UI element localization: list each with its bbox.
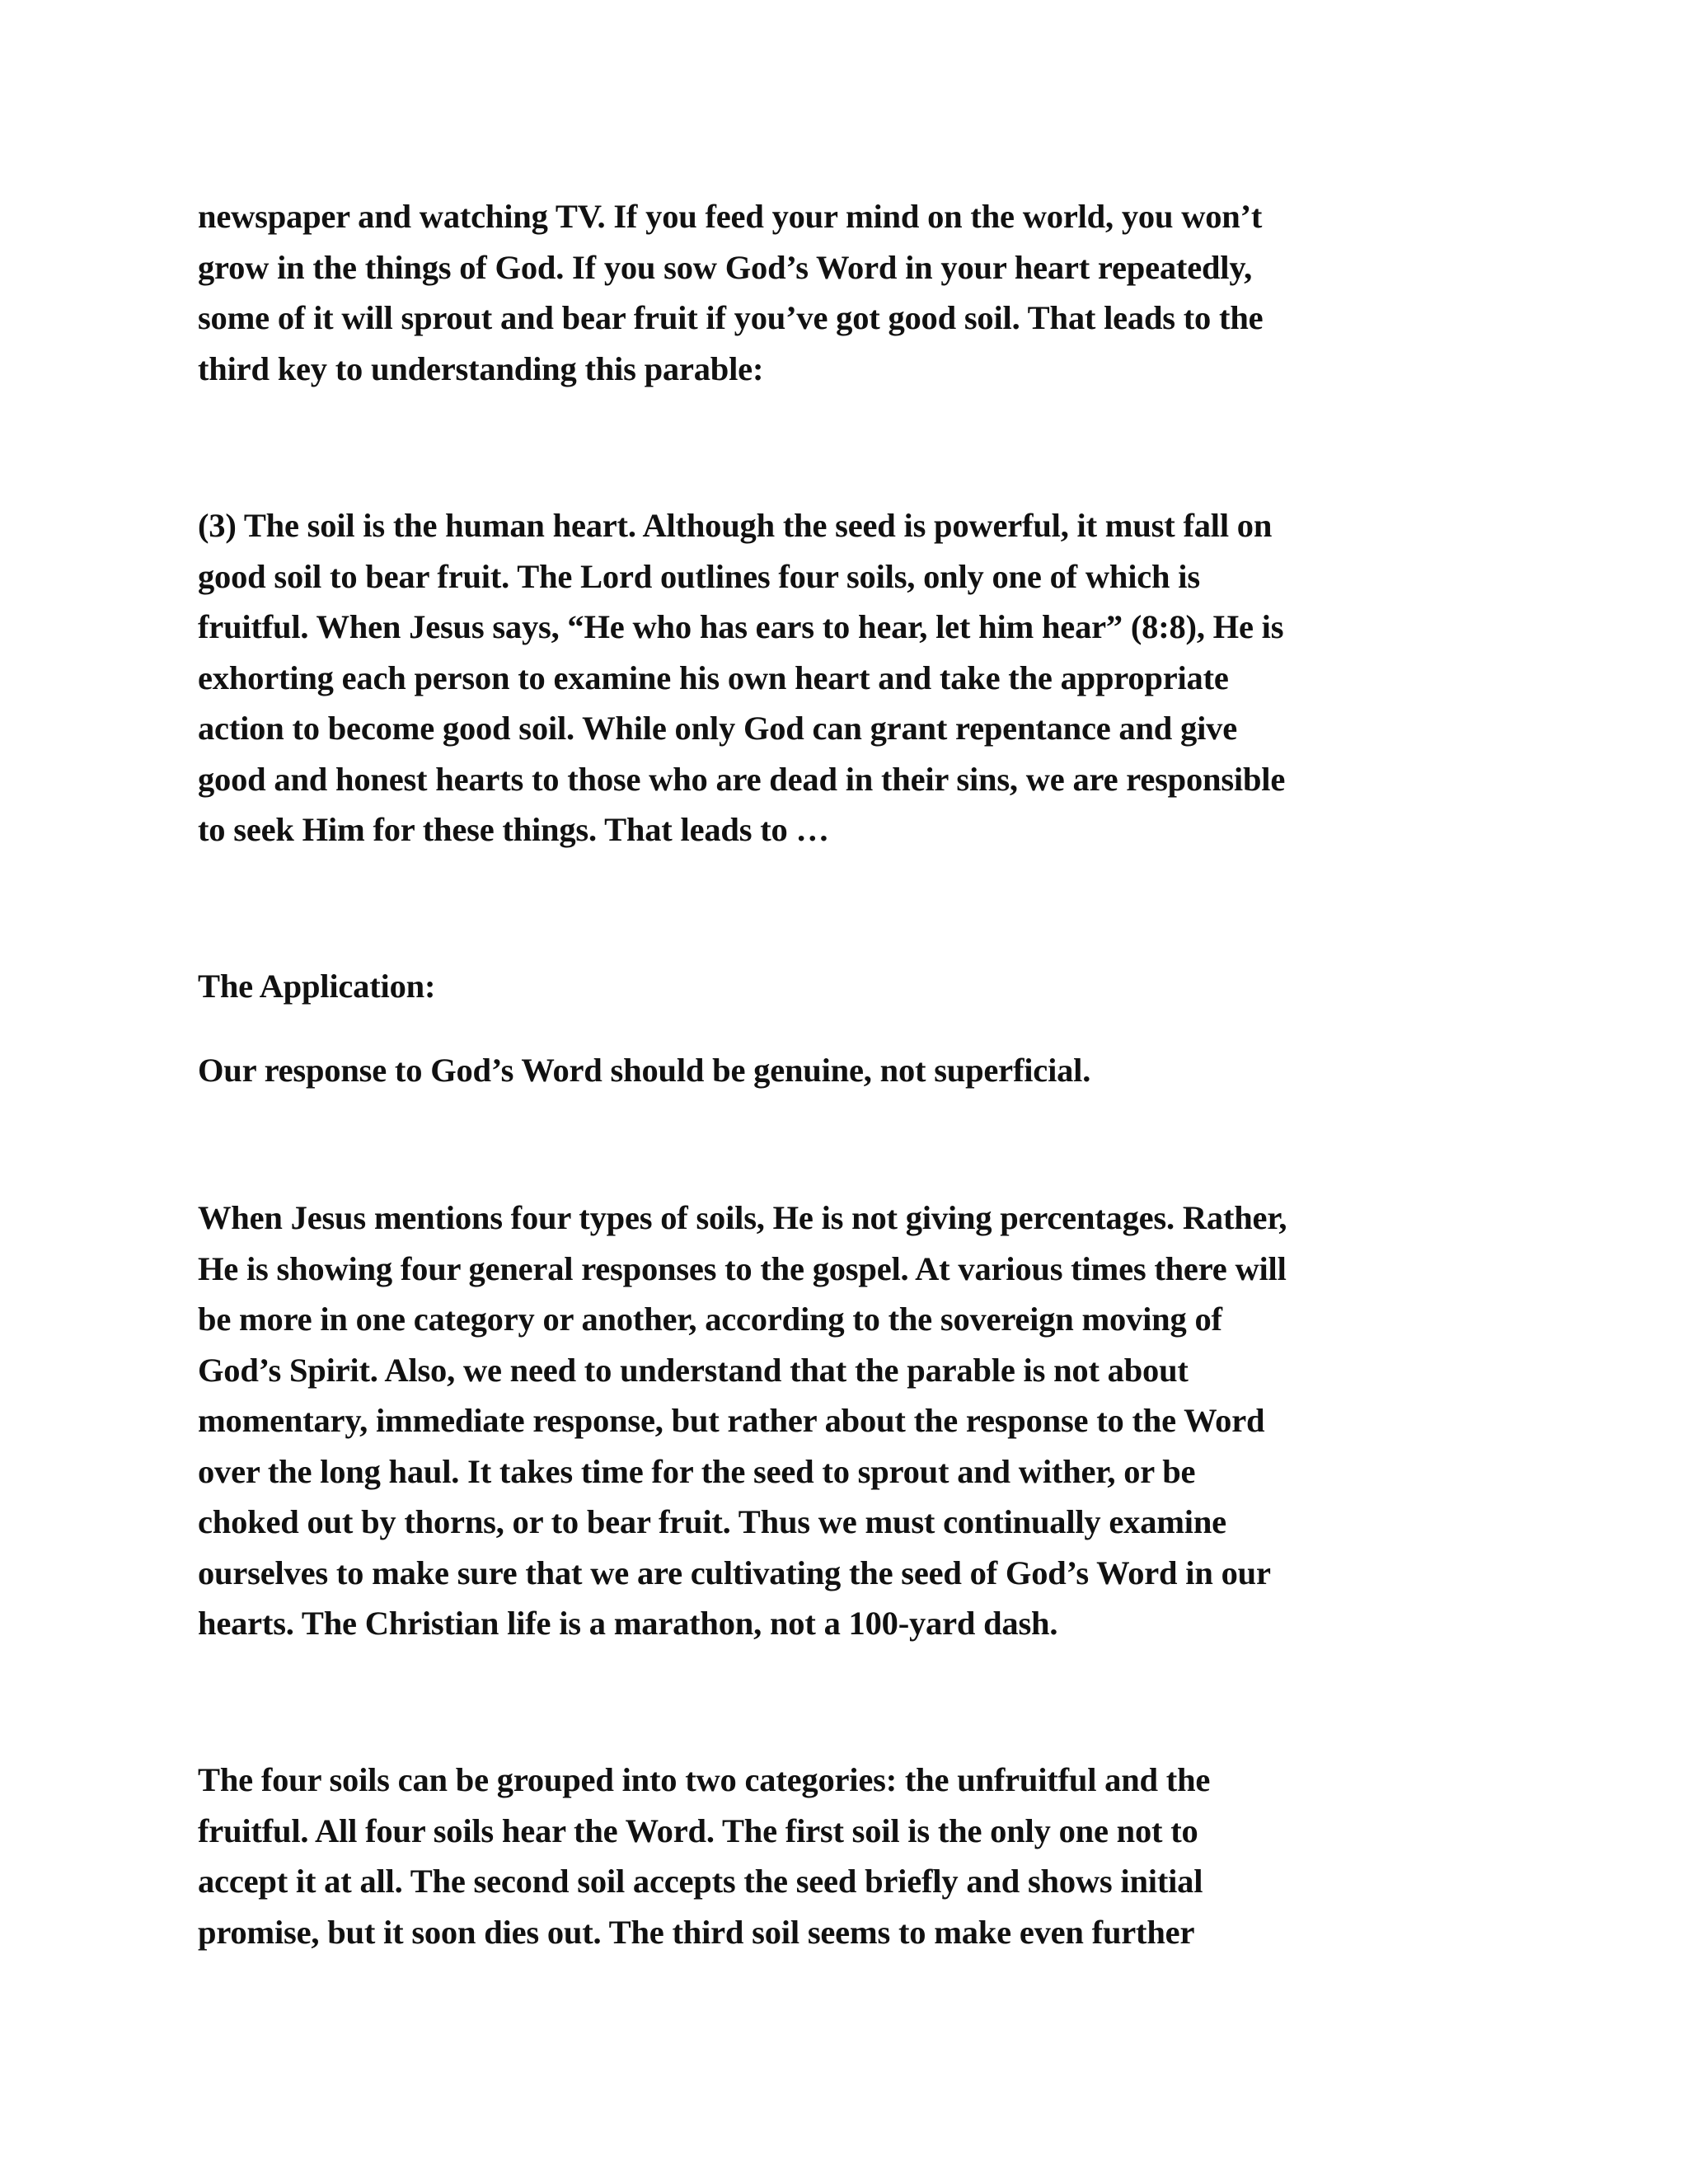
- text-line: good and honest hearts to those who are dead in their sins, we are responsible: [198, 760, 1286, 798]
- text-line: third key to understanding this parable:: [198, 349, 764, 387]
- paragraph-two-categories: [198, 1755, 1517, 1957]
- text-line: exhorting each person to examine his own heart and take the appropriate: [198, 658, 1229, 696]
- text-line: be more in one category or another, according to the sovereign moving of: [198, 1301, 1222, 1338]
- text-line: ourselves to make sure that we are cultivating the seed of God’s Word in our: [198, 1554, 1271, 1591]
- text-line: When Jesus mentions four types of soils, He is not giving percentages. Rather,: [198, 1199, 1287, 1236]
- text-line: momentary, immediate response, but rather about the response to the Word: [198, 1402, 1265, 1439]
- text-line: over the long haul. It takes time for the seed to sprout and wither, or be: [198, 1452, 1196, 1490]
- paragraph-feed-your-mind: [198, 191, 1517, 394]
- text-line: (3) The soil is the human heart. Although the seed is powerful, it must fall on: [198, 507, 1273, 544]
- text-line: to seek Him for these things. That leads to …: [198, 811, 829, 848]
- text-line: grow in the things of God. If you sow God’s Word in your heart repeatedly,: [198, 248, 1253, 286]
- section-heading-application: [198, 961, 1517, 1012]
- text-line: choked out by thorns, or to bear fruit. Thus we must continually examine: [198, 1503, 1226, 1540]
- text-line: fruitful. All four soils hear the Word. The first soil is the only one not to: [198, 1811, 1198, 1849]
- text-line: accept it at all. The second soil accepts the seed briefly and shows initial: [198, 1863, 1203, 1900]
- text-line: hearts. The Christian life is a marathon, not a 100-yard dash.: [198, 1605, 1058, 1642]
- paragraph-soil-is-human-heart: [198, 500, 1517, 855]
- text-line: promise, but it soon dies out. The third soil seems to make even further: [198, 1913, 1195, 1951]
- paragraph-four-types-of-soils: [198, 1193, 1517, 1649]
- text-line: action to become good soil. While only God can grant repentance and give: [198, 710, 1237, 747]
- text-line: good soil to bear fruit. The Lord outlines four soils, only one of which is: [198, 557, 1200, 595]
- text-line: The four soils can be grouped into two categories: the unfruitful and the: [198, 1761, 1211, 1798]
- text-line: fruitful. When Jesus says, “He who has ears to hear, let him hear” (8:8), He is: [198, 608, 1284, 645]
- text-line: some of it will sprout and bear fruit if you’ve got good soil. That leads to the: [198, 299, 1264, 336]
- text-line: newspaper and watching TV. If you feed your mind on the world, you won’t: [198, 198, 1263, 235]
- application-statement: [198, 1045, 1517, 1096]
- text-line: He is showing four general responses to the gospel. At various times there will: [198, 1249, 1287, 1287]
- heading-text: The Application:: [198, 968, 436, 1005]
- statement-text: Our response to God’s Word should be genuine, not superficial.: [198, 1052, 1091, 1089]
- text-line: God’s Spirit. Also, we need to understand that the parable is not about: [198, 1351, 1189, 1389]
